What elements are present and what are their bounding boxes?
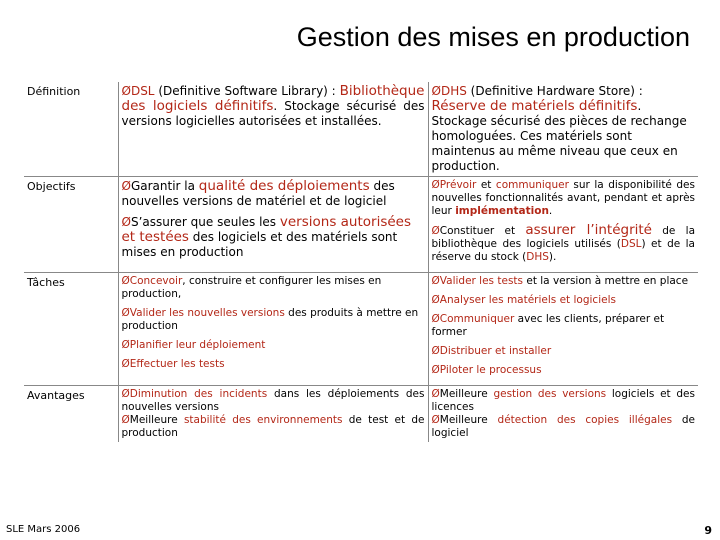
row-avantages — [24, 386, 698, 443]
arrow-bullet: Ø — [121, 179, 131, 193]
arrow-bullet: Ø — [121, 307, 130, 319]
arrow-bullet: Ø — [121, 358, 130, 370]
arrow-bullet: Ø — [121, 339, 130, 351]
arrow-bullet: Ø — [431, 313, 440, 325]
arrow-bullet: Ø — [431, 414, 440, 426]
footer-date: SLE Mars 2006 — [6, 524, 81, 535]
arrow-bullet: Ø — [121, 388, 130, 400]
taches-right — [428, 273, 698, 386]
list-item: ØDistribuer et installer — [431, 345, 552, 357]
arrow-bullet: Ø — [431, 275, 440, 287]
arrow-bullet: Ø — [431, 225, 440, 237]
list-item: ØEffectuer les tests — [121, 358, 225, 370]
list-item: ØPlanifier leur déploiement — [121, 339, 266, 351]
arrow-bullet: Ø — [121, 84, 131, 98]
arrow-bullet: Ø — [121, 414, 130, 426]
objectifs-right — [428, 177, 698, 273]
taches-left — [118, 273, 428, 386]
list-item: ØValider les nouvelles versions des produits à mettre en production — [121, 307, 419, 332]
list-item: ØConstituer et assurer l’intégrité de la bibliothèque des logiciels utilisés (DSL) et de la réserve du stock (DHS). — [431, 222, 696, 263]
label-definition: Définition — [27, 85, 81, 98]
content-table — [24, 82, 698, 442]
list-item: ØS’assurer que seules les versions autorisées et testées des logiciels et des matériels sont mises en production — [121, 214, 412, 259]
list-item: ØPiloter le processus — [431, 364, 542, 376]
row-objectifs — [24, 177, 698, 273]
page-title: Gestion des mises en production — [296, 22, 690, 52]
list-item: ØGarantir la qualité des déploiements des nouvelles versions de matériel et de logiciel — [121, 178, 395, 208]
row-taches — [24, 273, 698, 386]
page-number: 9 — [704, 524, 712, 537]
arrow-bullet: Ø — [121, 275, 130, 287]
arrow-bullet: Ø — [121, 215, 131, 229]
arrow-bullet: Ø — [431, 388, 440, 400]
definition-dhs: ØDHS (Definitive Hardware Store) : Réserve de matériels définitifs. Stockage sécurisé des pièces de rechange homologuées. Ces matériels sont maintenus au même niveau que ceux en production. — [428, 82, 698, 177]
list-item: ØValider les tests et la version à mettre en place — [431, 275, 689, 287]
row-definition — [24, 82, 698, 177]
arrow-bullet: Ø — [431, 345, 440, 357]
label-avantages: Avantages — [24, 386, 118, 443]
objectifs-left — [118, 177, 428, 273]
list-item: ØConcevoir, construire et configurer les mises en production, — [121, 275, 382, 300]
label-taches: Tâches — [24, 273, 118, 386]
arrow-bullet: Ø — [431, 84, 441, 98]
arrow-bullet: Ø — [431, 364, 440, 376]
arrow-bullet: Ø — [431, 179, 440, 191]
avantages-right: ØMeilleure gestion des versions logiciels et des licences ØMeilleure détection des copies illégales de logiciel — [428, 386, 698, 443]
list-item: ØPrévoir et communiquer sur la disponibilité des nouvelles fonctionnalités avant, pendant et après leur implémentation. — [431, 179, 695, 217]
label-objectifs: Objectifs — [24, 177, 118, 273]
arrow-bullet: Ø — [431, 294, 440, 306]
definition-dsl: ØDSL (Definitive Software Library) : Bibliothèque des logiciels définitifs. Stockage sécurisé des versions logicielles autorisées et installées. — [118, 82, 428, 177]
list-item: ØCommuniquer avec les clients, préparer et former — [431, 313, 665, 338]
avantages-left: ØDiminution des incidents dans les déploiements des nouvelles versions ØMeilleure stabilité des environnements de test et de production — [118, 386, 428, 443]
list-item: ØAnalyser les matériels et logiciels — [431, 294, 616, 306]
